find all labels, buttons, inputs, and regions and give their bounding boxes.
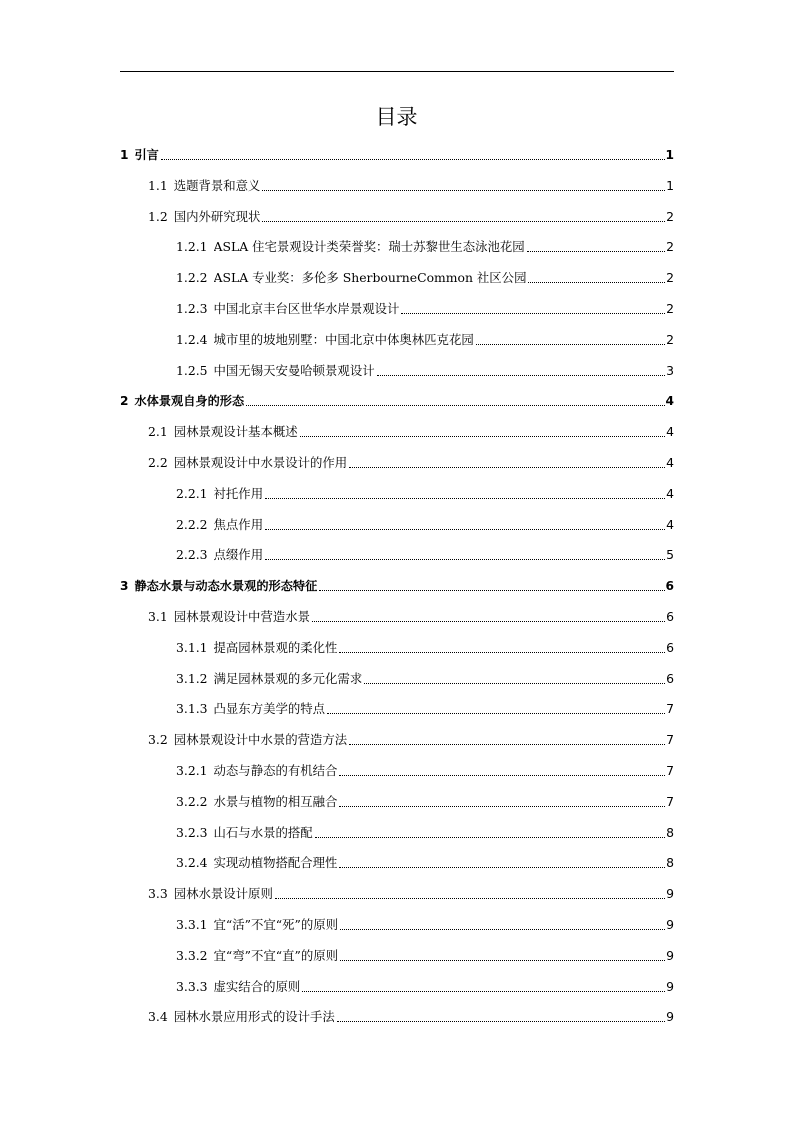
toc-entry-page-number: 6 xyxy=(666,639,674,655)
toc-entry-number: 1.2.5 xyxy=(176,362,208,378)
toc-entry[interactable] xyxy=(176,977,674,997)
toc-dot-leader xyxy=(300,424,665,438)
toc-entry-title: 满足园林景观的多元化需求 xyxy=(213,670,363,686)
toc-entry-title: 凸显东方美学的特点 xyxy=(213,701,326,717)
toc-entry-page-number: 9 xyxy=(666,886,674,902)
toc-dot-leader xyxy=(339,763,665,777)
toc-entry-title: ASLA 专业奖：多伦多 SherbourneCommon 社区公园 xyxy=(213,270,527,286)
toc-dot-leader xyxy=(377,363,666,377)
toc-entry-number: 3.2.4 xyxy=(176,855,208,871)
toc-entry-title: 国内外研究现状 xyxy=(173,208,261,224)
toc-entry-title: 选题背景和意义 xyxy=(173,177,261,193)
toc-entry-number: 3.2.1 xyxy=(176,763,208,778)
toc-entry-number: 3.3.2 xyxy=(176,947,208,963)
toc-entry-number: 2.2.2 xyxy=(176,516,208,532)
toc-dot-leader xyxy=(275,886,665,900)
toc-entry-number: 1.2.4 xyxy=(176,331,208,347)
toc-entry[interactable] xyxy=(176,268,674,288)
toc-entry-number: 3.2 xyxy=(148,732,168,748)
toc-entry[interactable] xyxy=(176,515,674,535)
toc-entry[interactable] xyxy=(120,391,674,411)
toc-dot-leader xyxy=(528,270,665,284)
toc-entry-page-number: 4 xyxy=(665,394,674,409)
toc-dot-leader xyxy=(339,794,665,808)
toc-entry-page-number: 9 xyxy=(666,917,674,932)
toc-entry-title: 虚实结合的原则 xyxy=(213,978,301,994)
toc-entry-number: 3.2.3 xyxy=(176,824,208,840)
toc-dot-leader xyxy=(315,825,665,839)
toc-entry-number: 3.1 xyxy=(148,609,168,624)
toc-entry-page-number: 4 xyxy=(666,516,674,532)
toc-entry-number: 1.2.1 xyxy=(176,239,208,255)
toc-entry-page-number: 9 xyxy=(666,947,674,963)
toc-entry-title: 园林水景应用形式的设计手法 xyxy=(173,1009,335,1025)
toc-entry[interactable] xyxy=(176,823,674,843)
toc-entry-title: 园林景观设计基本概述 xyxy=(173,424,298,440)
toc-dot-leader xyxy=(262,178,665,192)
toc-dot-leader xyxy=(340,948,665,962)
toc-entry[interactable] xyxy=(176,946,674,966)
toc-entry-page-number: 5 xyxy=(666,547,674,563)
toc-dot-leader xyxy=(337,1009,665,1023)
toc-entry[interactable] xyxy=(176,299,674,319)
toc-dot-leader xyxy=(349,455,665,469)
toc-entry-page-number: 1 xyxy=(665,148,674,162)
toc-entry-title: 中国北京丰台区世华水岸景观设计 xyxy=(213,301,400,316)
toc-entry-title: 静态水景与动态水景观的形态特征 xyxy=(134,579,318,594)
toc-entry-number: 3.2.2 xyxy=(176,793,208,809)
toc-entry-number: 2.1 xyxy=(148,424,168,440)
toc-entry[interactable] xyxy=(176,361,674,381)
toc-entry[interactable] xyxy=(176,484,674,504)
toc-entry-title: 山石与水景的搭配 xyxy=(213,824,313,840)
toc-entry[interactable] xyxy=(120,576,674,596)
toc-entry-title: 城市里的坡地别墅：中国北京中体奥林匹克花园 xyxy=(213,331,474,347)
toc-entry-number: 2.2.1 xyxy=(176,485,208,501)
toc-dot-leader xyxy=(339,855,665,869)
toc-entry-page-number: 9 xyxy=(666,978,674,994)
toc-entry[interactable] xyxy=(176,545,674,565)
toc-entry[interactable] xyxy=(176,237,674,257)
toc-entry-title: 提高园林景观的柔化性 xyxy=(213,639,338,655)
toc-entry-number: 3.1.3 xyxy=(176,701,208,717)
toc-dot-leader xyxy=(161,147,665,161)
toc-entry-title: 园林景观设计中水景的营造方法 xyxy=(173,732,348,748)
toc-entry-number: 3 xyxy=(120,579,129,594)
toc-dot-leader xyxy=(265,547,665,561)
toc-entry-page-number: 2 xyxy=(666,270,674,286)
toc-entry-page-number: 2 xyxy=(666,239,674,255)
toc-entry[interactable] xyxy=(176,761,674,781)
toc-entry-number: 3.1.1 xyxy=(176,639,208,655)
toc-entry-title: 宜“弯”不宜“直”的原则 xyxy=(213,947,338,963)
toc-entry-page-number: 4 xyxy=(666,485,674,501)
toc-entry-number: 3.4 xyxy=(148,1009,168,1025)
toc-entry-page-number: 2 xyxy=(666,208,674,224)
toc-dot-leader xyxy=(312,609,665,623)
toc-dot-leader xyxy=(349,732,665,746)
toc-entry-page-number: 3 xyxy=(666,362,674,378)
toc-dot-leader xyxy=(476,332,665,346)
toc-entry-page-number: 2 xyxy=(666,301,674,316)
toc-entry-title: 焦点作用 xyxy=(213,516,264,532)
toc-entry[interactable] xyxy=(148,730,674,750)
toc-entry[interactable] xyxy=(148,176,674,196)
toc-entry[interactable] xyxy=(120,145,674,165)
toc-dot-leader xyxy=(327,701,665,715)
toc-entry[interactable] xyxy=(148,1007,674,1027)
toc-entry-number: 3.3.1 xyxy=(176,917,208,932)
toc-entry-title: 中国无锡天安曼哈顿景观设计 xyxy=(213,362,375,378)
toc-entry-title: 宜“活”不宜“死”的原则 xyxy=(213,917,338,932)
toc-entry-page-number: 2 xyxy=(666,331,674,347)
toc-entry-title: 实现动植物搭配合理性 xyxy=(213,855,338,871)
toc-entry-page-number: 7 xyxy=(666,701,674,717)
toc-entry-title: 园林水景设计原则 xyxy=(173,886,273,902)
toc-entry-number: 3.3 xyxy=(148,886,168,902)
toc-entry[interactable] xyxy=(176,669,674,689)
toc-entry-page-number: 8 xyxy=(666,855,674,871)
toc-dot-leader xyxy=(364,671,665,685)
toc-entry-page-number: 7 xyxy=(666,763,674,778)
toc-dot-leader xyxy=(262,209,665,223)
toc-entry[interactable] xyxy=(148,607,674,627)
toc-entry[interactable] xyxy=(176,699,674,719)
toc-entry[interactable] xyxy=(176,330,674,350)
toc-entry[interactable] xyxy=(148,453,674,473)
toc-entry[interactable] xyxy=(176,853,674,873)
toc-entry-page-number: 7 xyxy=(666,732,674,748)
toc-entry-title: 衬托作用 xyxy=(213,485,264,501)
toc-entry-page-number: 4 xyxy=(666,424,674,440)
toc-dot-leader xyxy=(265,517,665,531)
toc-dot-leader xyxy=(302,979,665,993)
toc-entry-number: 3.1.2 xyxy=(176,670,208,686)
toc-entry[interactable] xyxy=(176,638,674,658)
toc-entry-number: 2.2.3 xyxy=(176,547,208,563)
toc-entry-title: 园林景观设计中水景设计的作用 xyxy=(173,455,348,470)
toc-title: 目录 xyxy=(375,105,418,129)
toc-entry-title: ASLA 住宅景观设计类荣誉奖：瑞士苏黎世生态泳池花园 xyxy=(213,239,525,255)
toc-entry-title: 水体景观自身的形态 xyxy=(134,394,245,409)
toc-entry-title: 动态与静态的有机结合 xyxy=(213,763,338,778)
toc-dot-leader xyxy=(246,393,664,407)
toc-entry-page-number: 8 xyxy=(666,824,674,840)
toc-entry-number: 1.2.3 xyxy=(176,301,208,316)
toc-dot-leader xyxy=(339,640,665,654)
toc-entry-number: 2 xyxy=(120,394,129,409)
toc-entry[interactable] xyxy=(148,207,674,227)
toc-entry-page-number: 1 xyxy=(666,177,674,193)
toc-entry-number: 1.1 xyxy=(148,177,168,193)
toc-entry-page-number: 6 xyxy=(666,609,674,624)
toc-entry-page-number: 7 xyxy=(666,793,674,809)
toc-entry-number: 3.3.3 xyxy=(176,978,208,994)
toc-dot-leader xyxy=(319,578,664,592)
toc-entry-page-number: 6 xyxy=(666,670,674,686)
toc-entry-number: 1.2 xyxy=(148,208,168,224)
toc-dot-leader xyxy=(527,239,665,253)
toc-entry[interactable] xyxy=(148,422,674,442)
toc-entry[interactable] xyxy=(148,884,674,904)
toc-entry[interactable] xyxy=(176,915,674,935)
toc-entry-title: 水景与植物的相互融合 xyxy=(213,793,338,809)
toc-entry-number: 1.2.2 xyxy=(176,270,208,286)
toc-entry-title: 园林景观设计中营造水景 xyxy=(173,609,311,624)
toc-dot-leader xyxy=(401,301,665,315)
toc-entry[interactable] xyxy=(176,792,674,812)
toc-entry-title: 引言 xyxy=(134,148,159,162)
toc-entry-number: 2.2 xyxy=(148,455,168,470)
toc-dot-leader xyxy=(340,917,665,931)
toc-dot-leader xyxy=(265,486,665,500)
toc-entry-title: 点缀作用 xyxy=(213,547,264,563)
toc-entry-page-number: 4 xyxy=(666,455,674,470)
toc-entry-page-number: 6 xyxy=(665,579,674,594)
toc-entry-number: 1 xyxy=(120,148,129,162)
toc-entry-page-number: 9 xyxy=(666,1009,674,1025)
